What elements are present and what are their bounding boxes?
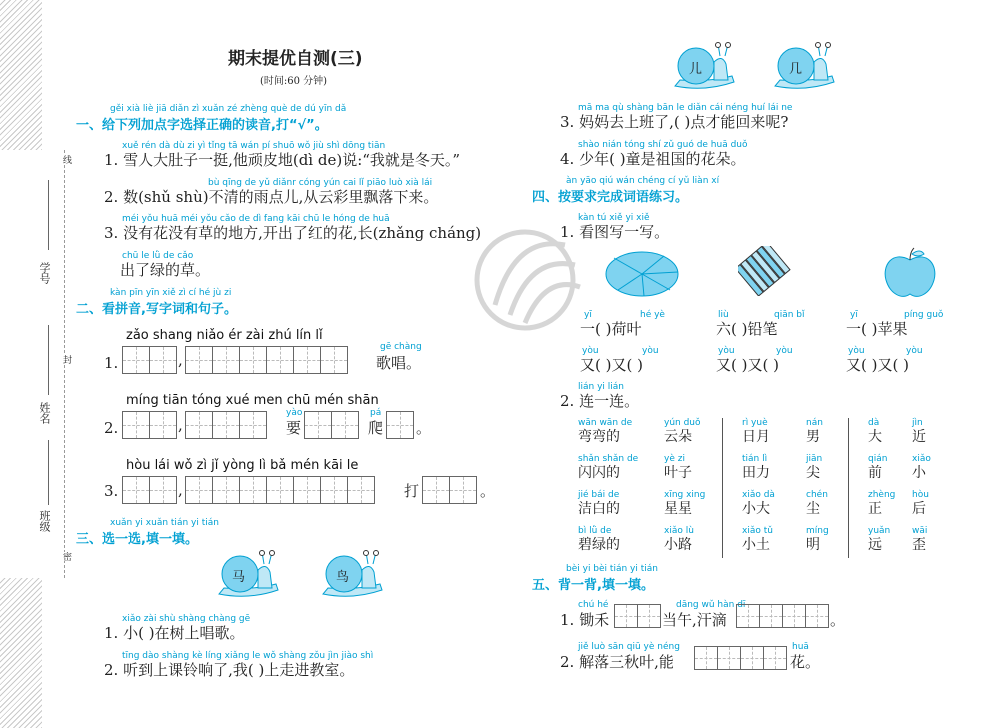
s5-q1-py1: chú hé xyxy=(578,600,609,610)
s2-r3-pinyin: hòu lái wǒ zì jǐ yòng lì bǎ mén kāi le xyxy=(126,458,359,473)
write-box[interactable] xyxy=(149,476,177,504)
s2-r2-end: 。 xyxy=(416,419,432,437)
s3-heading: 三、选一选,填一填。 xyxy=(76,532,198,547)
snail-icon-er xyxy=(670,40,740,92)
write-box[interactable] xyxy=(320,346,348,374)
match-item-pinyin: chén xyxy=(806,490,828,500)
match-item[interactable]: 近 xyxy=(912,429,926,445)
lotus-leaf-image xyxy=(604,250,680,298)
write-box[interactable] xyxy=(449,476,477,504)
s5-q1-boxes-b xyxy=(736,604,828,628)
write-box[interactable] xyxy=(185,346,213,374)
match-item[interactable]: 歪 xyxy=(912,537,926,553)
match-item-pinyin: qián xyxy=(868,454,888,464)
s3-q1-pinyin: xiǎo zài shù shàng chàng gē xyxy=(122,614,251,624)
you-py-1b: yòu xyxy=(642,346,659,356)
match-item-pinyin: jié bái de xyxy=(578,490,620,500)
s3-pinyin: xuǎn yi xuǎn tián yi tián xyxy=(110,518,219,528)
pencils-image xyxy=(738,246,792,296)
write-box[interactable] xyxy=(782,604,806,628)
s1-heading: 一、给下列加点字选择正确的读音,打“√”。 xyxy=(76,118,328,133)
apple-image xyxy=(882,246,938,300)
s2-r1-num: 1. xyxy=(104,354,119,372)
s3-q3: 3. 妈妈去上班了,( )点才能回来呢? xyxy=(560,113,789,131)
match-item[interactable]: 云朵 xyxy=(664,429,692,445)
s1-q3-pinyin: méi yǒu huā méi yǒu cǎo de dì fang kāi chū le hóng de huā xyxy=(122,214,390,224)
match-item[interactable]: 田力 xyxy=(742,465,770,481)
s1-q1-pinyin: xuě rén dà dù zi yì tǐng tā wán pí shuō wǒ jiù shì dōng tiān xyxy=(122,141,386,151)
s4-q2-pinyin: lián yi lián xyxy=(578,382,624,392)
pic1-py1: yī xyxy=(584,310,592,320)
write-box[interactable] xyxy=(740,646,764,670)
s2-r3-boxes-a: , xyxy=(122,476,374,504)
match-item-pinyin: wāi xyxy=(912,526,928,536)
margin-hatch-top xyxy=(0,0,42,150)
divider-right xyxy=(848,418,849,558)
match-item[interactable]: 小 xyxy=(912,465,926,481)
s1-q2-pinyin: bù qīng de yǔ diǎnr cóng yún cai lǐ piāo luò xià lái xyxy=(208,178,433,188)
write-box[interactable] xyxy=(386,411,414,439)
write-box[interactable] xyxy=(149,411,177,439)
match-item-pinyin: hòu xyxy=(912,490,929,500)
s2-r2-num: 2. xyxy=(104,419,119,437)
match-item[interactable]: 小路 xyxy=(664,537,692,553)
match-item-pinyin: xiǎo xyxy=(912,454,931,464)
s2-r3-end: 。 xyxy=(480,482,496,500)
pic2-py2: qiān bǐ xyxy=(774,310,805,320)
pic3-py2: píng guǒ xyxy=(904,310,944,320)
match-item-pinyin: xīng xing xyxy=(664,490,706,500)
match-item[interactable]: 洁白的 xyxy=(578,501,620,517)
write-box[interactable] xyxy=(149,346,177,374)
divider-left xyxy=(722,418,723,558)
s4-heading: 四、按要求完成词语练习。 xyxy=(532,190,689,205)
pic2-py1: liù xyxy=(718,310,729,320)
match-item[interactable]: 大 xyxy=(868,429,882,445)
write-box[interactable] xyxy=(331,411,359,439)
s4-pinyin: àn yāo qiú wán chéng cí yǔ liàn xí xyxy=(566,176,720,186)
match-item-pinyin: xiǎo tǔ xyxy=(742,526,773,536)
pic3-py1: yī xyxy=(850,310,858,320)
match-item[interactable]: 前 xyxy=(868,465,882,481)
write-box[interactable] xyxy=(239,476,267,504)
s2-r2-t2: 爬 xyxy=(368,419,384,437)
match-item-pinyin: nán xyxy=(806,418,823,428)
match-item[interactable]: 尘 xyxy=(806,501,820,517)
write-box[interactable] xyxy=(736,604,760,628)
match-item-pinyin: dà xyxy=(868,418,880,428)
match-item[interactable]: 尖 xyxy=(806,465,820,481)
write-box[interactable] xyxy=(212,476,240,504)
write-box[interactable] xyxy=(347,476,375,504)
s5-q1-num: 1. 锄禾 xyxy=(560,611,610,629)
s5-q1-end: 。 xyxy=(830,611,846,629)
s4-q1-pinyin: kàn tú xiě yi xiě xyxy=(578,213,650,223)
s3-q1: 1. 小( )在树上唱歌。 xyxy=(104,624,245,642)
match-item-pinyin: míng xyxy=(806,526,829,536)
write-box[interactable] xyxy=(293,476,321,504)
write-box[interactable] xyxy=(239,346,267,374)
s3-q2: 2. 听到上课铃响了,我( )上走进教室。 xyxy=(104,661,355,679)
write-box[interactable] xyxy=(763,646,787,670)
write-box[interactable] xyxy=(293,346,321,374)
s4-q2: 2. 连一连。 xyxy=(560,392,640,410)
match-item-pinyin: bì lǜ de xyxy=(578,526,612,536)
write-box[interactable] xyxy=(304,411,332,439)
s2-r2-boxes-c xyxy=(386,411,413,439)
match-item-pinyin: yuǎn xyxy=(868,526,891,536)
s2-r1-small-pinyin: gē chàng xyxy=(380,342,422,352)
s5-q2-boxes xyxy=(694,646,786,670)
pic1-py2: hé yè xyxy=(640,310,665,320)
write-box[interactable] xyxy=(694,646,718,670)
match-item-pinyin: xiǎo lù xyxy=(664,526,694,536)
s2-pinyin: kàn pīn yīn xiě zì cí hé jù zi xyxy=(110,288,232,298)
s1-q2: 2. 数(shǔ shù)不清的雨点儿,从云彩里飘落下来。 xyxy=(104,188,439,206)
margin-label-banji: 班级 xyxy=(38,510,51,532)
write-box[interactable] xyxy=(122,411,150,439)
margin-hatch-bottom xyxy=(0,578,42,728)
margin-label-feng: 封 xyxy=(61,355,71,364)
s2-r2-small1: yào xyxy=(286,408,303,418)
you-py-2b: yòu xyxy=(776,346,793,356)
snail-label-niao: 鸟 xyxy=(336,570,350,585)
match-item-pinyin: tián lì xyxy=(742,454,768,464)
write-box[interactable] xyxy=(122,476,150,504)
s1-q3: 3. 没有花没有草的地方,开出了红的花,长(zhǎng cháng) xyxy=(104,224,482,242)
margin-underline-xingming xyxy=(48,325,49,395)
write-box[interactable] xyxy=(185,476,213,504)
match-item-pinyin: jiān xyxy=(806,454,823,464)
margin-label-xian: 线 xyxy=(61,155,71,164)
write-box[interactable] xyxy=(122,346,150,374)
write-box[interactable] xyxy=(212,411,240,439)
you-row-1: 又( )又( ) xyxy=(580,356,643,374)
s5-q2-num: 2. 解落三秋叶,能 xyxy=(560,653,674,671)
s1-q1: 1. 雪人大肚子一挺,他顽皮地(dì de)说:“我就是冬天。” xyxy=(104,151,461,169)
s1-q3b-pinyin: chū le lǜ de cǎo xyxy=(122,251,194,261)
margin-dashed-line xyxy=(64,150,65,578)
write-box[interactable] xyxy=(239,411,267,439)
match-item[interactable]: 星星 xyxy=(664,501,692,517)
you-row-3: 又( )又( ) xyxy=(846,356,909,374)
s2-r1-pinyin: zǎo shang niǎo ér zài zhú lín lǐ xyxy=(126,328,323,343)
pic1-text: 一( )荷叶 xyxy=(580,320,642,338)
s2-r2-t1: 要 xyxy=(286,419,302,437)
write-box[interactable] xyxy=(805,604,829,628)
match-item[interactable]: 男 xyxy=(806,429,820,445)
s2-r2-pinyin: míng tiān tóng xué men chū mén shān xyxy=(126,393,379,408)
s4-q1: 1. 看图写一写。 xyxy=(560,223,670,241)
write-box[interactable] xyxy=(185,411,213,439)
match-item[interactable]: 远 xyxy=(868,537,882,553)
s2-r2-boxes-b xyxy=(304,411,358,439)
s5-pinyin: bèi yi bèi tián yi tián xyxy=(566,564,658,574)
match-item-pinyin: rì yuè xyxy=(742,418,768,428)
s3-q4: 4. 少年( )童是祖国的花朵。 xyxy=(560,150,746,168)
write-box[interactable] xyxy=(759,604,783,628)
s2-r3-t: 打 xyxy=(404,482,420,500)
margin-underline-xuehao xyxy=(48,180,49,250)
margin-underline-banji xyxy=(48,440,49,505)
you-py-2a: yòu xyxy=(718,346,735,356)
write-box[interactable] xyxy=(266,346,294,374)
s2-r1-text: 歌唱。 xyxy=(376,354,422,372)
s2-r3-num: 3. xyxy=(104,482,119,500)
snail-icon-ji xyxy=(770,40,840,92)
match-item-pinyin: yè zi xyxy=(664,454,685,464)
s2-heading: 二、看拼音,写字词和句子。 xyxy=(76,302,237,317)
match-item-pinyin: zhèng xyxy=(868,490,896,500)
you-py-3a: yòu xyxy=(848,346,865,356)
snail-label-er: 儿 xyxy=(689,62,703,77)
s5-q1-py2: dāng wǔ hàn dī xyxy=(676,600,746,610)
s2-r2-small2: pá xyxy=(370,408,382,418)
s5-q2-py1: jiě luò sān qiū yè néng xyxy=(578,642,680,652)
s3-q4-pinyin: shào nián tóng shí zǔ guó de huā duǒ xyxy=(578,140,748,150)
match-item[interactable]: 日月 xyxy=(742,429,770,445)
s5-heading: 五、背一背,填一填。 xyxy=(532,578,654,593)
snail-icon-niao xyxy=(318,550,388,600)
match-item[interactable]: 后 xyxy=(912,501,926,517)
snail-label-ji: 几 xyxy=(789,62,803,77)
you-py-1a: yòu xyxy=(582,346,599,356)
match-item[interactable]: 闪闪的 xyxy=(578,465,620,481)
pic2-text: 六( )铅笔 xyxy=(716,320,778,338)
snail-label-ma: 马 xyxy=(232,570,246,585)
page-title: 期末提优自测(三) xyxy=(228,49,363,69)
page-subtitle: (时间:60 分钟) xyxy=(260,76,328,87)
s3-q2-pinyin: tīng dào shàng kè líng xiǎng le wǒ shàng zǒu jìn jiào shì xyxy=(122,651,374,661)
write-box[interactable] xyxy=(212,346,240,374)
match-item[interactable]: 碧绿的 xyxy=(578,537,620,553)
you-row-2: 又( )又( ) xyxy=(716,356,779,374)
you-py-3b: yòu xyxy=(906,346,923,356)
match-item[interactable]: 正 xyxy=(868,501,882,517)
s1-pinyin: gěi xià liè jiā diǎn zì xuǎn zé zhèng què de dú yīn dǎ xyxy=(110,104,347,114)
margin-label-xingming: 姓名 xyxy=(38,402,51,424)
match-item-pinyin: wān wān de xyxy=(578,418,633,428)
match-item[interactable]: 叶子 xyxy=(664,465,692,481)
match-item-pinyin: shǎn shǎn de xyxy=(578,454,639,464)
match-item[interactable]: 明 xyxy=(806,537,820,553)
write-box[interactable] xyxy=(266,476,294,504)
s2-r3-boxes-b xyxy=(422,476,476,504)
s5-q1-boxes-a xyxy=(614,604,660,628)
match-item-pinyin: jìn xyxy=(912,418,923,428)
write-box[interactable] xyxy=(637,604,661,628)
margin-label-xuehao: 学号 xyxy=(38,262,51,284)
s3-q3-pinyin: mā ma qù shàng bān le diǎn cái néng huí lái ne xyxy=(578,103,793,113)
snail-icon-ma xyxy=(214,550,284,600)
write-box[interactable] xyxy=(717,646,741,670)
s2-r2-boxes-a: , xyxy=(122,411,266,439)
s2-r1-boxes: , xyxy=(122,346,347,374)
write-box[interactable] xyxy=(320,476,348,504)
pic3-text: 一( )苹果 xyxy=(846,320,908,338)
s5-q1-mid: 当午,汗滴 xyxy=(662,611,727,629)
write-box[interactable] xyxy=(614,604,638,628)
margin-label-mi: 密 xyxy=(61,552,71,561)
match-item-pinyin: xiǎo dà xyxy=(742,490,775,500)
s5-q2-py2: huā xyxy=(792,642,809,652)
match-item-pinyin: yún duǒ xyxy=(664,418,701,428)
write-box[interactable] xyxy=(422,476,450,504)
match-item[interactable]: 小大 xyxy=(742,501,770,517)
s1-q3b: 出了绿的草。 xyxy=(120,261,211,279)
match-item[interactable]: 小土 xyxy=(742,537,770,553)
match-item[interactable]: 弯弯的 xyxy=(578,429,620,445)
s5-q2-end: 花。 xyxy=(790,653,821,671)
